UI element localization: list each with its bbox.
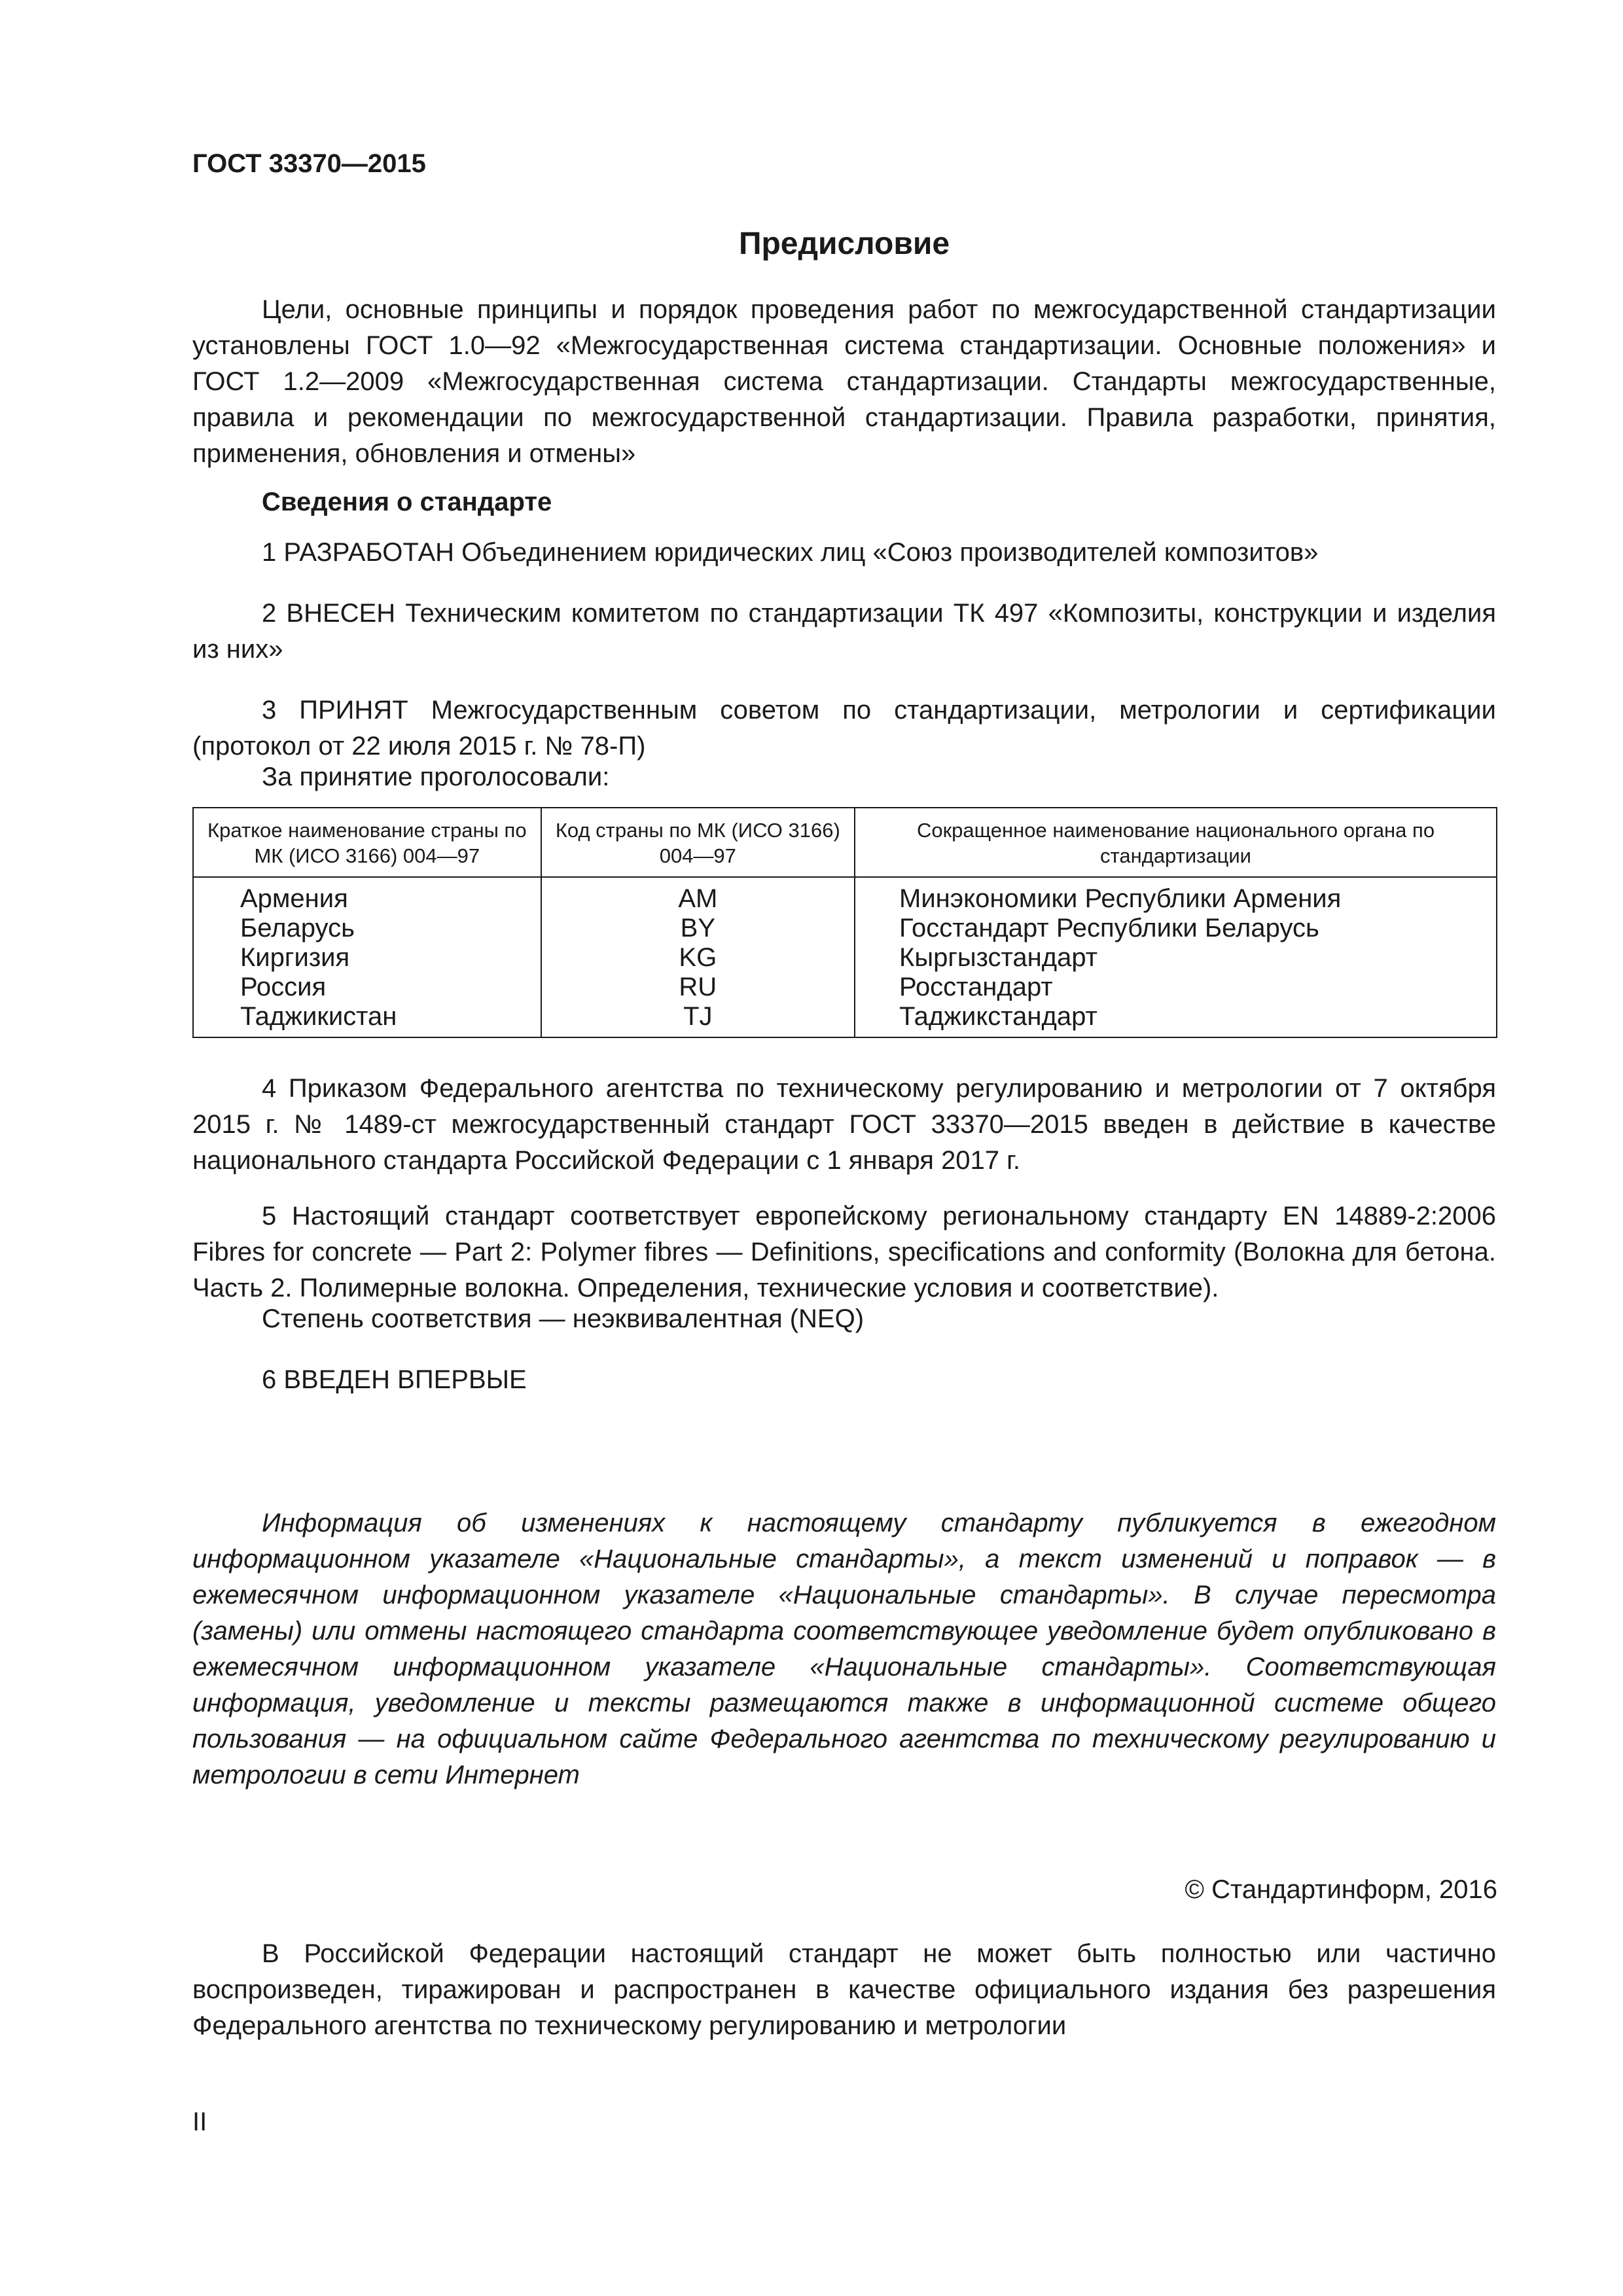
changes-info-notice: Информация об изменениях к настоящему стандарту публикуется в ежегодном информационном указателе «Национальные стандарты», а текст изменений и поправок — в ежемесячном информационном указателе «Национальные стандарты». В случае пересмотра (замены) или отмены настоящего стандарта соответствующее уведомление будет опубликовано в ежемесячном информационном указателе «Национальные стандарты». Соответствующая информация, уведомление и тексты размещаются также в информационной системе общего пользования — на официальном сайте Федерального агентства по техническому регулированию и метрологии в сети Интернет <box>192 1509 1496 1789</box>
voting-table <box>192 807 1497 1038</box>
votes-label: За принятие проголосовали: <box>262 762 610 791</box>
page-number: II <box>192 2108 207 2136</box>
body-cell: Кыргызстандарт <box>855 943 1497 973</box>
column-header-body: Сокращенное наименование национального органа по стандартизации <box>855 808 1497 877</box>
country-cell: Россия <box>193 973 541 1002</box>
body-cell: Таджикстандарт <box>855 1002 1497 1037</box>
table-row <box>193 1002 1497 1037</box>
item-4-order: 4 Приказом Федерального агентства по техническому регулированию и метрологии от 7 октября 2015 г. № 1489-ст межгосударственный стандарт ГОСТ 33370—2015 введен в действие в качестве национального стандарта Российской Федерации с 1 января 2017 г. <box>192 1074 1496 1175</box>
country-cell: Беларусь <box>193 914 541 943</box>
table-row <box>193 943 1497 973</box>
document-code: ГОСТ 33370—2015 <box>192 149 426 178</box>
item-5-degree: Степень соответствия — неэквивалентная (NEQ) <box>262 1304 865 1333</box>
section-heading: Сведения о стандарте <box>262 488 552 516</box>
code-cell: AM <box>541 877 855 914</box>
country-cell: Таджикистан <box>193 1002 541 1037</box>
country-cell: Армения <box>193 877 541 914</box>
code-cell: TJ <box>541 1002 855 1037</box>
table-row <box>193 914 1497 943</box>
item-3-adopted: 3 ПРИНЯТ Межгосударственным советом по стандартизации, метрологии и сертификации (протокол от 22 июля 2015 г. № 78-П) <box>192 696 1496 761</box>
copyright-line: © Стандартинформ, 2016 <box>1185 1875 1497 1904</box>
intro-paragraph: Цели, основные принципы и порядок проведения работ по межгосударственной стандартизации установлены ГОСТ 1.0—92 «Межгосударственная система стандартизации. Основные положения» и ГОСТ 1.2—2009 «Межгосударственная система стандартизации. Стандарты межгосударственные, правила и рекомендации по межгосударственной стандартизации. Правила разработки, принятия, применения, обновления и отмены» <box>192 295 1496 468</box>
rights-notice: В Российской Федерации настоящий стандарт не может быть полностью или частично воспроизведен, тиражирован и распространен в качестве официального издания без разрешения Федерального агентства по техническому регулированию и метрологии <box>192 1939 1496 2040</box>
body-cell: Госстандарт Республики Беларусь <box>855 914 1497 943</box>
item-2-introduced: 2 ВНЕСЕН Техническим комитетом по стандартизации ТК 497 «Композиты, конструкции и изделия из них» <box>192 599 1496 664</box>
column-header-country: Краткое наименование страны по МК (ИСО 3166) 004—97 <box>193 808 541 877</box>
body-cell: Росстандарт <box>855 973 1497 1002</box>
code-cell: BY <box>541 914 855 943</box>
column-header-code: Код страны по МК (ИСО 3166) 004—97 <box>541 808 855 877</box>
body-cell: Минэкономики Республики Армения <box>855 877 1497 914</box>
table-header-row <box>193 808 1497 877</box>
item-5-conformity: 5 Настоящий стандарт соответствует европейскому региональному стандарту EN 14889-2:2006 Fibres for concrete — Part 2: Polymer fibres — Definitions, specifications and conformity (Волокна для бетона. Часть 2. Полимерные волокна. Определения, технические условия и соответствие). <box>192 1202 1496 1302</box>
item-6-first-introduced: 6 ВВЕДЕН ВПЕРВЫЕ <box>262 1365 527 1394</box>
table-row <box>193 973 1497 1002</box>
item-1-developed: 1 РАЗРАБОТАН Объединением юридических лиц «Союз производителей композитов» <box>262 538 1319 567</box>
code-cell: KG <box>541 943 855 973</box>
page-title: Предисловие <box>738 226 950 261</box>
code-cell: RU <box>541 973 855 1002</box>
table-row <box>193 877 1497 914</box>
country-cell: Киргизия <box>193 943 541 973</box>
